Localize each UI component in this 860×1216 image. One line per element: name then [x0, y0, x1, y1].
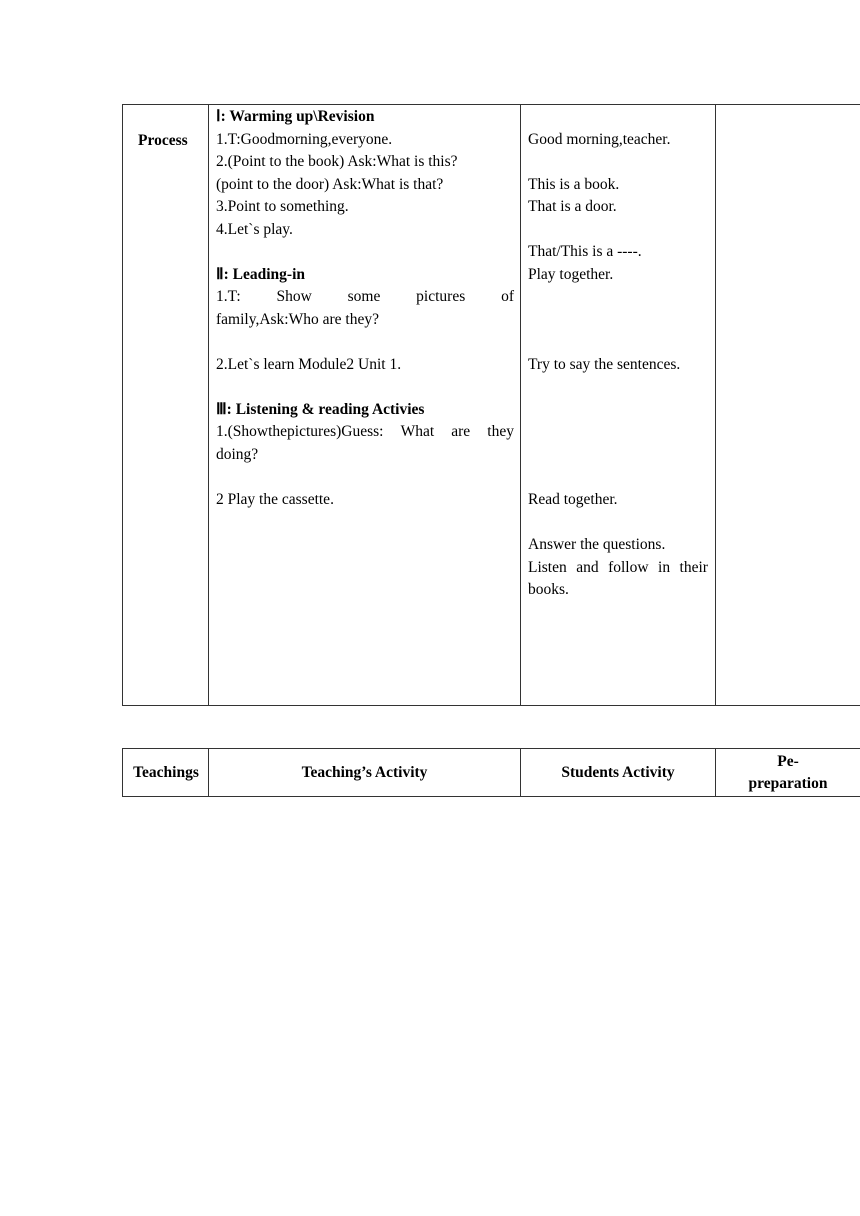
teacher-line: 4.Let`s play.: [216, 221, 293, 238]
teacher-line-justified: [216, 286, 514, 309]
header-teachings-label: Teachings: [133, 763, 199, 781]
process-table: [122, 104, 860, 706]
column-divider: [715, 105, 716, 705]
header-table: [122, 748, 860, 797]
word: Listen: [528, 559, 567, 576]
teacher-line: 1.T:Goodmorning,everyone.: [216, 131, 393, 148]
section-leading-in-title: Ⅱ: Leading-in: [216, 266, 306, 283]
student-line: That/This is a ----.: [528, 243, 642, 260]
student-line: This is a book.: [528, 176, 620, 193]
teacher-line: family,Ask:Who are they?: [216, 311, 379, 328]
word: their: [679, 559, 708, 576]
header-preparation-label: Pe-preparation: [748, 752, 828, 792]
student-line: Play together.: [528, 266, 614, 283]
header-teachings: [127, 749, 205, 796]
header-students-activity-label: Students Activity: [561, 763, 675, 781]
column-divider: [208, 105, 209, 705]
word: What: [400, 423, 435, 440]
word: in: [658, 559, 671, 576]
word: they: [487, 423, 514, 440]
word: follow: [608, 559, 649, 576]
section-listening-title: Ⅲ: Listening & reading Activies: [216, 401, 425, 418]
word: of: [501, 288, 514, 305]
column-divider: [520, 105, 521, 705]
student-line: Good morning,teacher.: [528, 131, 671, 148]
teacher-line: 3.Point to something.: [216, 198, 349, 215]
process-label: Process: [138, 132, 188, 149]
teacher-line: 2.(Point to the book) Ask:What is this?: [216, 153, 458, 170]
word: some: [347, 288, 381, 305]
teacher-line-justified: [216, 421, 514, 444]
word: pictures: [416, 288, 466, 305]
teacher-line: 2.Let`s learn Module2 Unit 1.: [216, 356, 402, 373]
student-line: Read together.: [528, 491, 618, 508]
student-line: That is a door.: [528, 198, 617, 215]
header-teaching-activity: [209, 749, 520, 796]
header-preparation: [716, 749, 860, 796]
word: 1.T:: [216, 288, 241, 305]
word: and: [576, 559, 599, 576]
teacher-line: doing?: [216, 446, 259, 463]
word: are: [451, 423, 471, 440]
word: Show: [276, 288, 312, 305]
word: 1.(Showthepictures)Guess:: [216, 423, 384, 440]
header-teaching-activity-label: Teaching’s Activity: [301, 763, 428, 781]
section-warming-up-title: Ⅰ: Warming up\Revision: [216, 108, 375, 125]
student-line: Answer the questions.: [528, 536, 666, 553]
student-line: books.: [528, 581, 569, 598]
teacher-line: (point to the door) Ask:What is that?: [216, 176, 444, 193]
header-students-activity: [521, 749, 715, 796]
teacher-line: 2 Play the cassette.: [216, 491, 334, 508]
student-line: Try to say the sentences.: [528, 356, 681, 373]
student-line-justified: [528, 557, 708, 580]
